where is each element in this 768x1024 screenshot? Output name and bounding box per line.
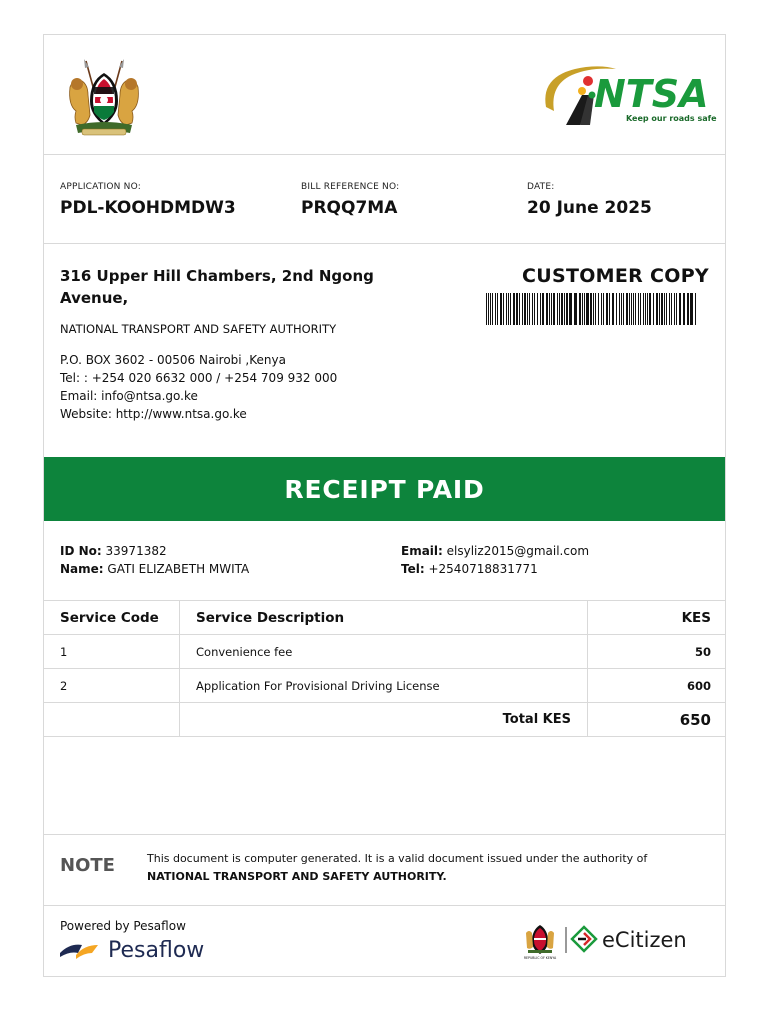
ntsa-logo-icon xyxy=(536,59,717,131)
ecitizen-logo-icon xyxy=(524,919,714,961)
total-value: 650 xyxy=(679,710,711,729)
kenya-coat-of-arms-icon xyxy=(64,57,144,139)
row-code: 1 xyxy=(44,635,180,668)
table-row xyxy=(44,669,725,703)
row-code: 2 xyxy=(44,669,180,702)
date-value: 20 June 2025 xyxy=(527,198,652,218)
customer-email xyxy=(401,542,589,560)
row-amount: 50 xyxy=(694,644,711,659)
name-label: Name: xyxy=(60,562,104,576)
divider xyxy=(44,154,725,155)
customer-id xyxy=(60,542,167,560)
header-service-description: Service Description xyxy=(180,601,588,634)
email-label: Email: xyxy=(401,544,443,558)
pesaflow-wordmark: Pesaflow xyxy=(108,938,205,963)
row-amount: 600 xyxy=(686,678,711,693)
address-line: Email: info@ntsa.go.ke xyxy=(60,389,198,403)
bill-reference-label: BILL REFERENCE NO: xyxy=(301,182,400,192)
receipt-paid-text: RECEIPT PAID xyxy=(284,474,485,504)
name-value: GATI ELIZABETH MWITA xyxy=(107,562,250,576)
ntsa-wordmark: NTSA xyxy=(594,72,709,116)
id-label: ID No: xyxy=(60,544,102,558)
date-label: DATE: xyxy=(527,182,555,192)
republic-caption: REPUBLIC OF KENYA xyxy=(523,956,557,960)
total-label: Total KES xyxy=(180,703,588,736)
address-line: Tel: : +254 020 6632 000 / +254 709 932 000 xyxy=(60,371,338,385)
customer-name xyxy=(60,560,249,578)
address-title: 316 Upper Hill Chambers, 2nd Ngong Avenue, xyxy=(60,267,374,307)
bill-reference-value: PRQQ7MA xyxy=(301,198,398,218)
receipt-paid-banner xyxy=(44,457,725,521)
powered-by-text: Powered by Pesaflow xyxy=(60,919,186,933)
ntsa-tagline: Keep our roads safe xyxy=(626,114,717,123)
row-description: Convenience fee xyxy=(180,635,588,668)
note-label: NOTE xyxy=(60,855,115,876)
tel-value: +2540718831771 xyxy=(428,562,538,576)
table-row xyxy=(44,635,725,669)
receipt-document xyxy=(43,34,726,977)
customer-tel xyxy=(401,560,538,578)
application-no-label: APPLICATION NO: xyxy=(60,182,141,192)
customer-copy-label: CUSTOMER COPY xyxy=(522,265,709,287)
table-total-row xyxy=(44,703,725,737)
total-empty-cell xyxy=(44,703,180,736)
application-no-value: PDL-KOOHDMDW3 xyxy=(60,198,236,218)
header-service-code: Service Code xyxy=(44,601,180,634)
table-header xyxy=(44,601,725,635)
header-kes: KES xyxy=(681,609,711,626)
address-line: P.O. BOX 3602 - 00506 Nairobi ,Kenya xyxy=(60,353,286,367)
address-line: Website: http://www.ntsa.go.ke xyxy=(60,407,247,421)
divider xyxy=(44,243,725,244)
address-organization: NATIONAL TRANSPORT AND SAFETY AUTHORITY xyxy=(60,322,337,336)
tel-label: Tel: xyxy=(401,562,425,576)
divider xyxy=(44,834,725,835)
address-lines xyxy=(60,351,337,423)
divider xyxy=(44,905,725,906)
email-value: elsyliz2015@gmail.com xyxy=(446,544,590,558)
note-text xyxy=(147,850,707,886)
barcode-icon xyxy=(486,293,698,325)
row-description: Application For Provisional Driving License xyxy=(180,669,588,702)
note-body: This document is computer generated. It is a valid document issued under the authority of xyxy=(147,852,648,865)
note-authority: NATIONAL TRANSPORT AND SAFETY AUTHORITY. xyxy=(147,870,447,883)
pesaflow-logo-icon xyxy=(58,933,238,963)
ecitizen-wordmark: eCitizen xyxy=(602,928,687,952)
id-value: 33971382 xyxy=(105,544,167,558)
